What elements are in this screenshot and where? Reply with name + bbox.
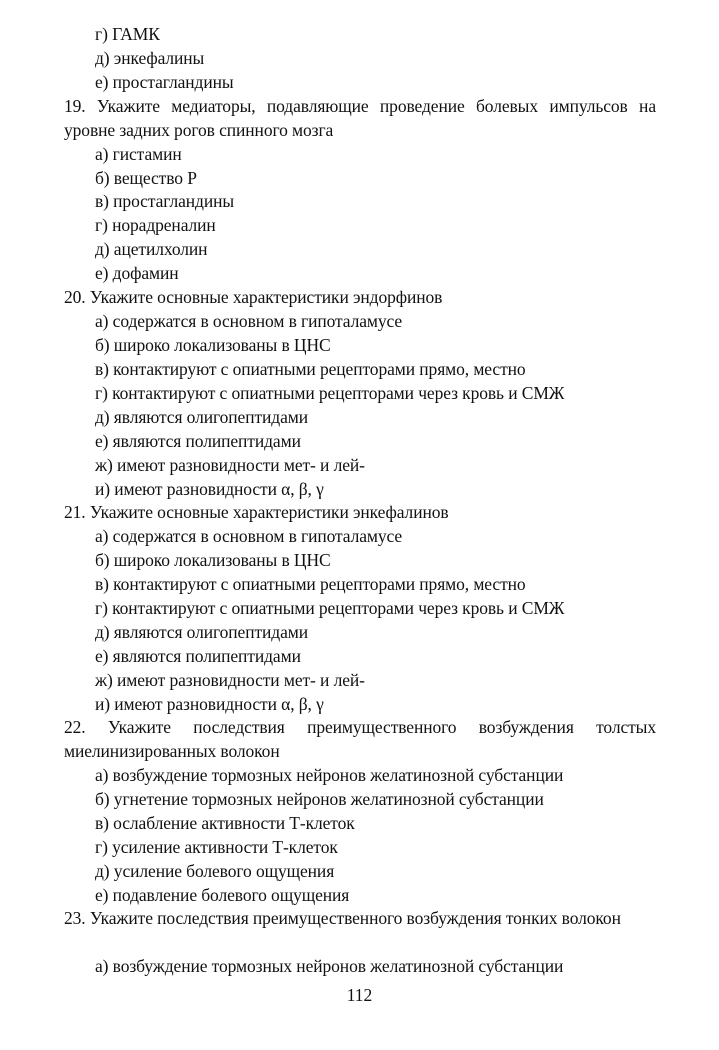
option: е) дофамин xyxy=(95,263,179,283)
option: и) имеют разновидности α, β, γ xyxy=(95,479,324,499)
option: а) гистамин xyxy=(95,144,182,164)
option: а) содержатся в основном в гипоталамусе xyxy=(95,311,403,331)
option: д) являются олигопептидами xyxy=(95,407,308,427)
option: б) вещество Р xyxy=(95,168,197,188)
option: д) энкефалины xyxy=(95,48,205,68)
option: ж) имеют разновидности мет- и лей- xyxy=(95,455,365,475)
option: в) контактируют с опиатными рецепторами прямо, местно xyxy=(95,359,526,379)
option: б) угнетение тормозных нейронов желатинозной субстанции xyxy=(95,789,544,809)
option: б) широко локализованы в ЦНС xyxy=(95,550,331,570)
option: е) являются полипептидами xyxy=(95,646,301,666)
option: ж) имеют разновидности мет- и лей- xyxy=(95,670,365,690)
option: г) норадреналин xyxy=(95,215,216,235)
option: е) подавление болевого ощущения xyxy=(95,885,350,905)
option: г) контактируют с опиатными рецепторами через кровь и СМЖ xyxy=(95,598,565,618)
option: е) являются полипептидами xyxy=(95,431,301,451)
question-20: 20. Укажите основные характеристики эндорфинов xyxy=(64,287,443,307)
option: д) ацетилхолин xyxy=(95,239,208,259)
option: а) возбуждение тормозных нейронов желатинозной субстанции xyxy=(95,956,564,976)
option: б) широко локализованы в ЦНС xyxy=(95,335,331,355)
option: в) простагландины xyxy=(95,191,235,211)
question-23: 23. Укажите последствия преимущественного возбуждения тонких волокон xyxy=(64,908,621,928)
question-19: 19. Укажите медиаторы, подавляющие проведение болевых импульсов на уровне задних рогов спинного мозга xyxy=(64,96,656,140)
option: а) содержатся в основном в гипоталамусе xyxy=(95,526,403,546)
question-22: 22. Укажите последствия преимущественного возбуждения толстых миелинизированных волокон xyxy=(64,717,656,761)
option: и) имеют разновидности α, β, γ xyxy=(95,694,324,714)
page-number: 112 xyxy=(346,985,373,1005)
question-21: 21. Укажите основные характеристики энкефалинов xyxy=(64,502,449,522)
option: в) ослабление активности Т-клеток xyxy=(95,813,355,833)
option: д) усиление болевого ощущения xyxy=(95,861,335,881)
option: д) являются олигопептидами xyxy=(95,622,308,642)
option: г) усиление активности Т-клеток xyxy=(95,837,338,857)
option: г) контактируют с опиатными рецепторами через кровь и СМЖ xyxy=(95,383,565,403)
option: в) контактируют с опиатными рецепторами прямо, местно xyxy=(95,574,526,594)
option: г) ГАМК xyxy=(95,24,160,44)
option: а) возбуждение тормозных нейронов желатинозной субстанции xyxy=(95,765,564,785)
option: е) простагландины xyxy=(95,72,234,92)
